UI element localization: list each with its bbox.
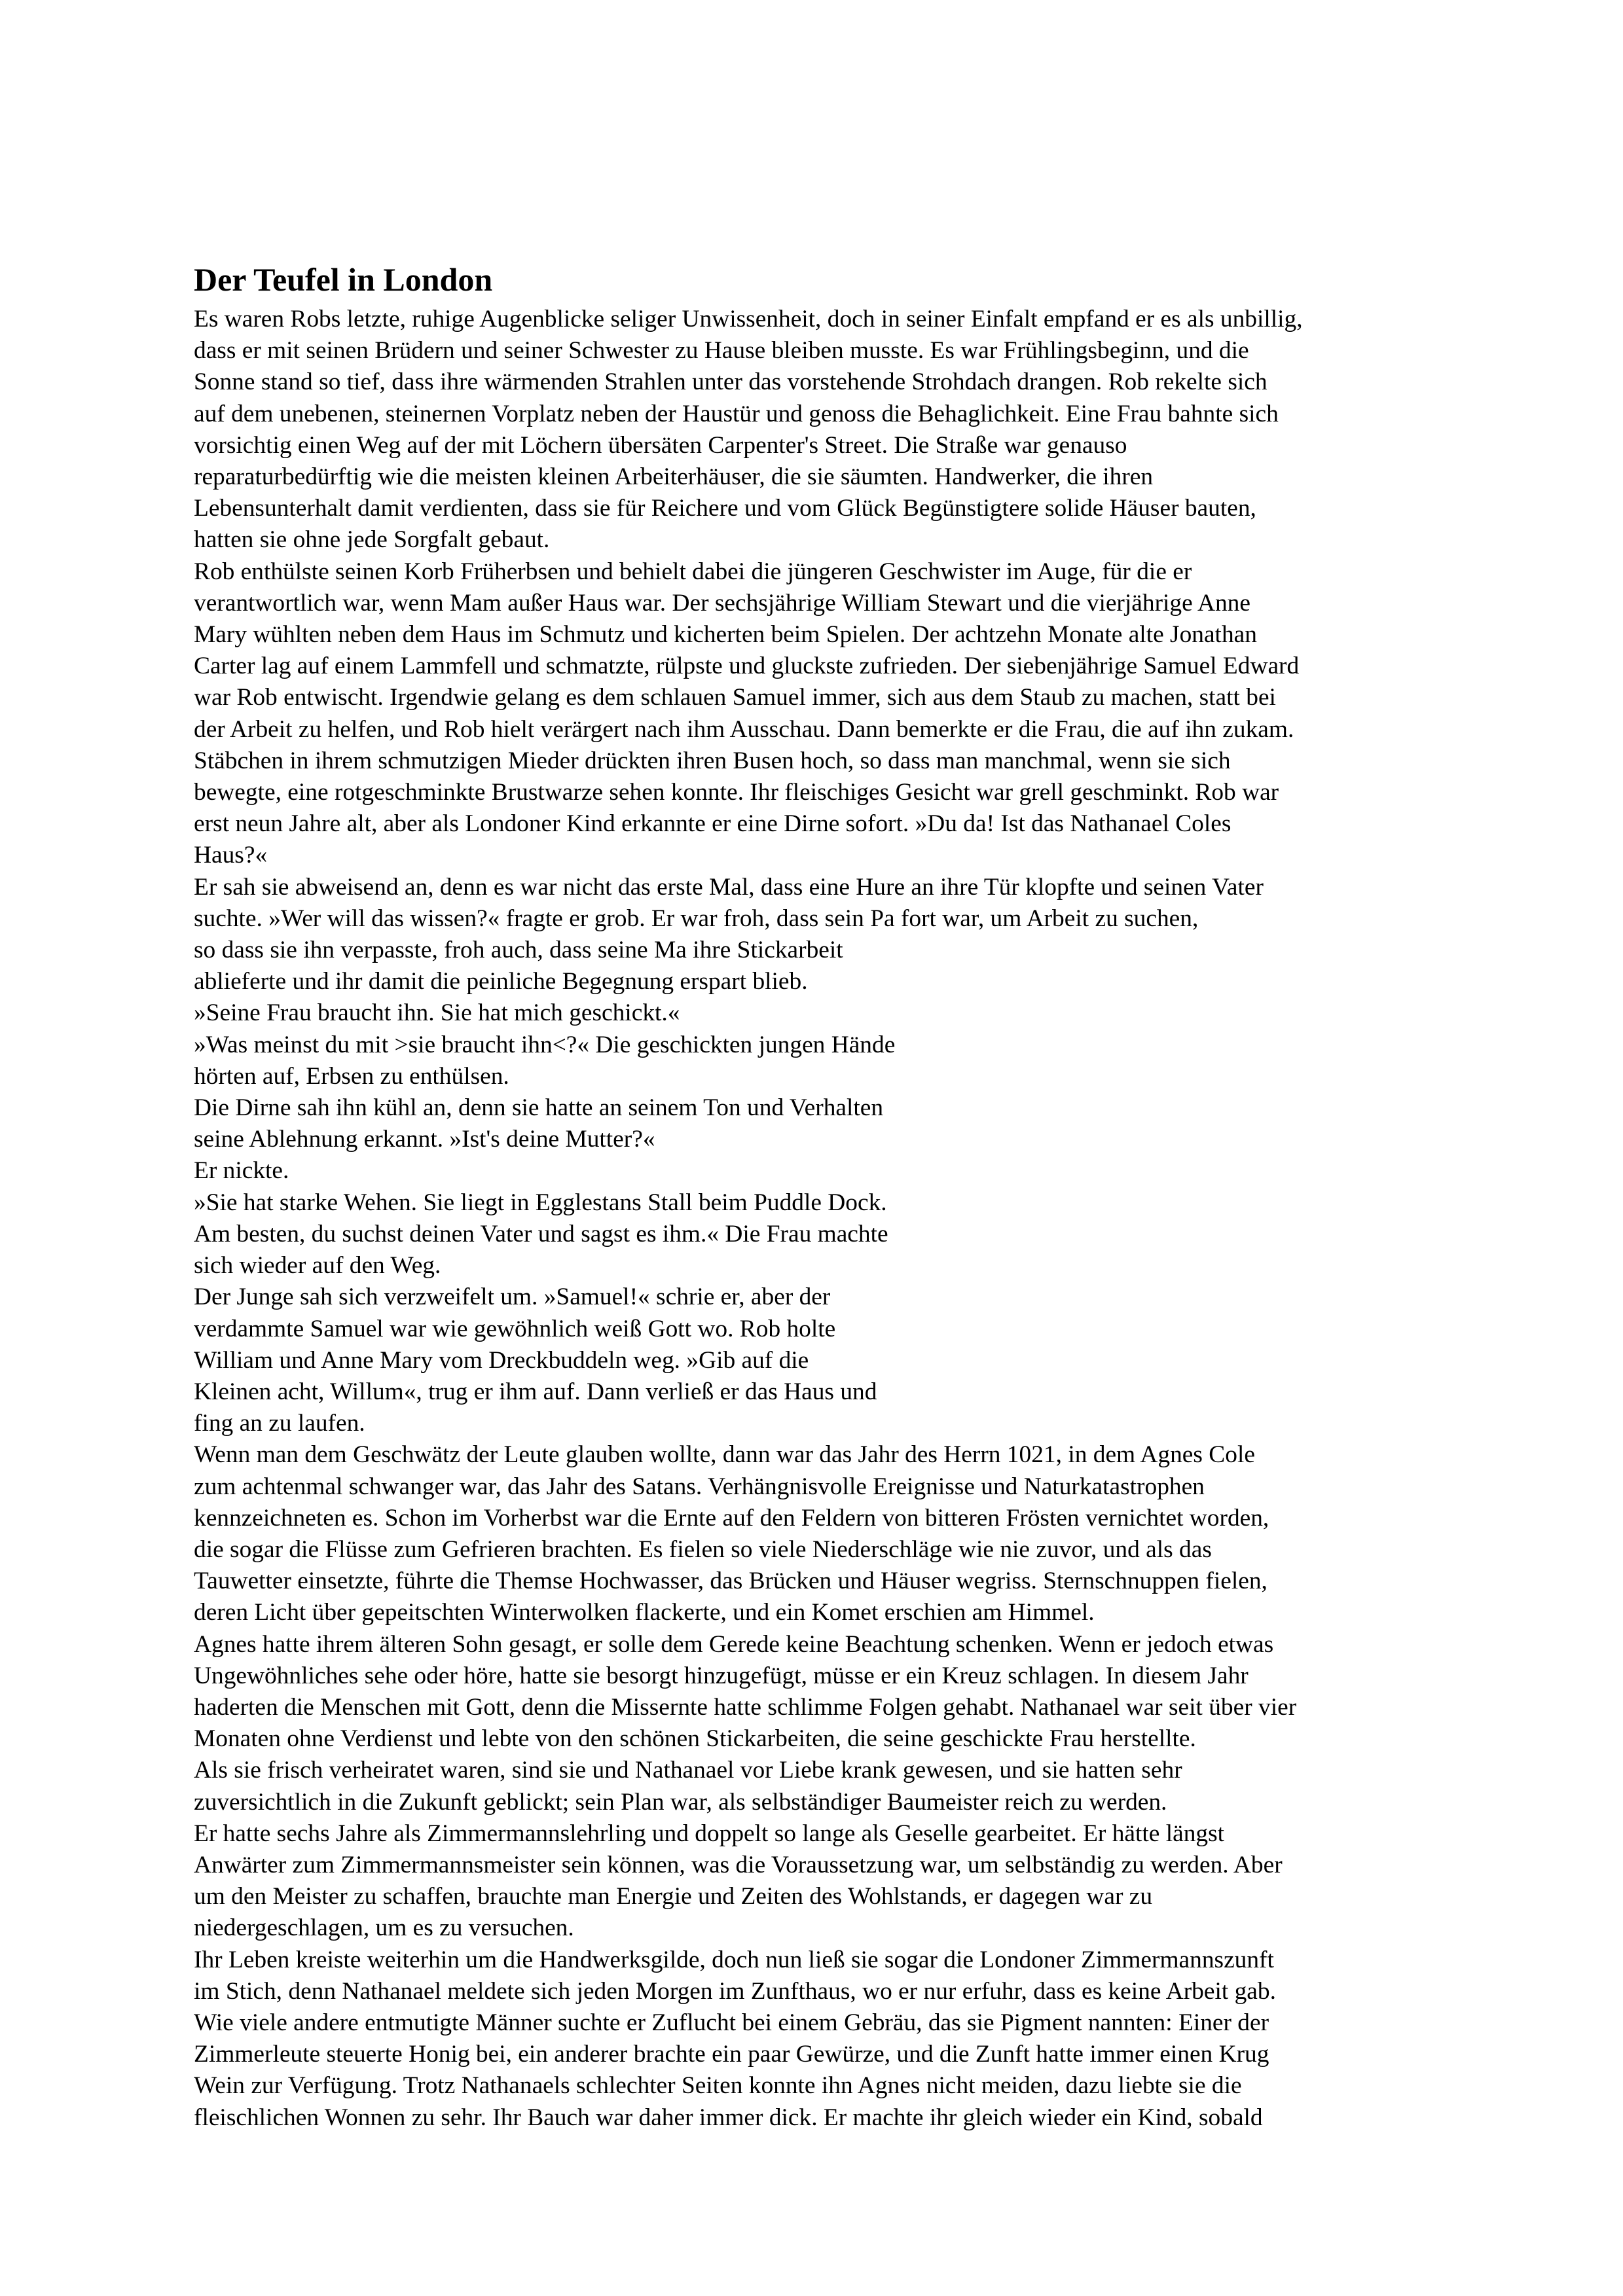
text-line: vorsichtig einen Weg auf der mit Löchern übersäten Carpenter's Street. Die Straße war genauso bbox=[194, 431, 1127, 459]
text-line: Ungewöhnliches sehe oder höre, hatte sie besorgt hinzugefügt, müsse er ein Kreuz schlagen. In diesem Jahr bbox=[194, 1662, 1249, 1689]
text-line: hörten auf, Erbsen zu enthülsen. bbox=[194, 1062, 509, 1090]
text-line: Stäbchen in ihrem schmutzigen Mieder drückten ihren Busen hoch, so dass man manchmal, wenn sie sich bbox=[194, 747, 1231, 774]
text-line: zum achtenmal schwanger war, das Jahr des Satans. Verhängnisvolle Ereignisse und Naturkatastrophen bbox=[194, 1473, 1205, 1500]
paragraph bbox=[194, 1155, 1438, 1187]
paragraph bbox=[194, 1439, 1438, 1628]
text-line: verdammte Samuel war wie gewöhnlich weiß Gott wo. Rob holte bbox=[194, 1315, 836, 1342]
paragraph bbox=[194, 556, 1438, 872]
text-line: Mary wühlten neben dem Haus im Schmutz und kicherten beim Spielen. Der achtzehn Monate alte Jonathan bbox=[194, 621, 1257, 649]
text-line: Sonne stand so tief, dass ihre wärmenden Strahlen unter das vorstehende Strohdach drangen. Rob rekelte sich bbox=[194, 368, 1267, 396]
text-line: war Rob entwischt. Irgendwie gelang es dem schlauen Samuel immer, sich aus dem Staub zu machen, statt bei bbox=[194, 684, 1276, 711]
text-line: Haus?« bbox=[194, 842, 268, 869]
text-line: Zimmerleute steuerte Honig bei, ein anderer brachte ein paar Gewürze, und die Zunft hatte immer einen Krug bbox=[194, 2041, 1269, 2068]
text-line: »Sie hat starke Wehen. Sie liegt in Egglestans Stall beim Puddle Dock. bbox=[194, 1189, 887, 1216]
text-line: die sogar die Flüsse zum Gefrieren brachten. Es fielen so viele Niederschläge wie nie zuvor, und als das bbox=[194, 1535, 1212, 1563]
text-line: erst neun Jahre alt, aber als Londoner Kind erkannte er eine Dirne sofort. »Du da! Ist das Nathanael Coles bbox=[194, 810, 1231, 838]
text-line: Es waren Robs letzte, ruhige Augenblicke seliger Unwissenheit, doch in seiner Einfalt empfand er es als unbillig, bbox=[194, 306, 1303, 332]
text-line: Carter lag auf einem Lammfell und schmatzte, rülpste und gluckste zufrieden. Der siebenjährige Samuel Edward bbox=[194, 653, 1300, 680]
text-line: niedergeschlagen, um es zu versuchen. bbox=[194, 1914, 574, 1942]
text-line: Agnes hatte ihrem älteren Sohn gesagt, er solle dem Gerede keine Beachtung schenken. Wenn er jedoch etwas bbox=[194, 1630, 1274, 1658]
text-line: Kleinen acht, Willum«, trug er ihm auf. Dann verließ er das Haus und bbox=[194, 1378, 877, 1405]
text-line: Die Dirne sah ihn kühl an, denn sie hatte an seinem Ton und Verhalten bbox=[194, 1094, 884, 1122]
text-line: fing an zu laufen. bbox=[194, 1410, 365, 1437]
text-line: haderten die Menschen mit Gott, denn die Missernte hatte schlimme Folgen gehabt. Nathanael war seit über vier bbox=[194, 1693, 1297, 1721]
paragraph bbox=[194, 1187, 1438, 1282]
text-line: Rob enthülste seinen Korb Früherbsen und behielt dabei die jüngeren Geschwister im Auge, für die er bbox=[194, 558, 1192, 585]
paragraph bbox=[194, 304, 1438, 556]
text-line: hatten sie ohne jede Sorgfalt gebaut. bbox=[194, 526, 550, 554]
paragraph bbox=[194, 1818, 1438, 1945]
text-line: seine Ablehnung erkannt. »Ist's deine Mutter?« bbox=[194, 1126, 655, 1153]
text-line: zuversichtlich in die Zukunft geblickt; sein Plan war, als selbständiger Baumeister reich zu werden. bbox=[194, 1788, 1167, 1816]
text-line: Tauwetter einsetzte, führte die Themse Hochwasser, das Brücken und Häuser wegriss. Sternschnuppen fielen, bbox=[194, 1568, 1267, 1595]
paragraph bbox=[194, 1282, 1438, 1439]
document-page bbox=[194, 257, 1438, 2134]
text-line: William und Anne Mary vom Dreckbuddeln weg. »Gib auf die bbox=[194, 1346, 809, 1374]
text-line: Er sah sie abweisend an, denn es war nicht das erste Mal, dass eine Hure an ihre Tür klopfte und seinen Vater bbox=[194, 873, 1264, 901]
text-line: Wie viele andere entmutigte Männer suchte er Zuflucht bei einem Gebräu, das sie Pigment nannten: Einer der bbox=[194, 2009, 1269, 2036]
paragraph bbox=[194, 872, 1438, 998]
paragraph bbox=[194, 997, 1438, 1029]
text-line: reparaturbedürftig wie die meisten kleinen Arbeiterhäuser, die sie säumten. Handwerker, die ihren bbox=[194, 463, 1154, 491]
paragraph bbox=[194, 1629, 1438, 1755]
text-line: Als sie frisch verheiratet waren, sind sie und Nathanael vor Liebe krank gewesen, und sie hatten sehr bbox=[194, 1757, 1182, 1784]
text-line: so dass sie ihn verpasste, froh auch, dass seine Ma ihre Stickarbeit bbox=[194, 937, 843, 964]
document-body bbox=[194, 304, 1438, 2134]
text-line: »Was meinst du mit >sie braucht ihn<?« Die geschickten jungen Hände bbox=[194, 1031, 896, 1058]
text-line: dass er mit seinen Brüdern und seiner Schwester zu Hause bleiben musste. Es war Frühlingsbeginn, und die bbox=[194, 337, 1249, 365]
text-line: suchte. »Wer will das wissen?« fragte er grob. Er war froh, dass sein Pa fort war, um Arbeit zu suchen, bbox=[194, 905, 1199, 932]
text-line: Wein zur Verfügung. Trotz Nathanaels schlechter Seiten konnte ihn Agnes nicht meiden, dazu liebte sie die bbox=[194, 2072, 1242, 2100]
paragraph bbox=[194, 1092, 1438, 1155]
text-line: Monaten ohne Verdienst und lebte von den schönen Stickarbeiten, die seine geschickte Frau herstellte. bbox=[194, 1725, 1196, 1753]
text-line: »Seine Frau braucht ihn. Sie hat mich geschickt.« bbox=[194, 999, 680, 1027]
text-line: Er nickte. bbox=[194, 1157, 289, 1185]
text-line: fleischlichen Wonnen zu sehr. Ihr Bauch war daher immer dick. Er machte ihr gleich wieder ein Kind, sobald bbox=[194, 2104, 1263, 2131]
text-line: im Stich, denn Nathanael meldete sich jeden Morgen im Zunfthaus, wo er nur erfuhr, dass es keine Arbeit gab. bbox=[194, 1977, 1276, 2005]
text-line: Ihr Leben kreiste weiterhin um die Handwerksgilde, doch nun ließ sie sogar die Londoner Zimmermannszunft bbox=[194, 1946, 1274, 1973]
paragraph bbox=[194, 1755, 1438, 1818]
text-line: Wenn man dem Geschwätz der Leute glauben wollte, dann war das Jahr des Herrn 1021, in dem Agnes Cole bbox=[194, 1441, 1255, 1469]
document-title: Der Teufel in London bbox=[194, 261, 493, 298]
text-line: um den Meister zu schaffen, brauchte man Energie und Zeiten des Wohlstands, er dagegen war zu bbox=[194, 1883, 1153, 1910]
text-line: bewegte, eine rotgeschminkte Brustwarze sehen konnte. Ihr fleischiges Gesicht war grell geschminkt. Rob war bbox=[194, 779, 1279, 806]
text-line: deren Licht über gepeitschten Winterwolken flackerte, und ein Komet erschien am Himmel. bbox=[194, 1599, 1095, 1626]
text-line: Anwärter zum Zimmermannsmeister sein können, was die Voraussetzung war, um selbständig zu werden. Aber bbox=[194, 1851, 1283, 1878]
paragraph bbox=[194, 1945, 1438, 2134]
text-line: Lebensunterhalt damit verdienten, dass sie für Reichere und vom Glück Begünstigtere solide Häuser bauten, bbox=[194, 495, 1256, 522]
text-line: Am besten, du suchst deinen Vater und sagst es ihm.« Die Frau machte bbox=[194, 1220, 888, 1247]
text-line: Er hatte sechs Jahre als Zimmermannslehrling und doppelt so lange als Geselle gearbeitet. Er hätte längst bbox=[194, 1820, 1225, 1847]
text-line: sich wieder auf den Weg. bbox=[194, 1252, 441, 1280]
text-line: verantwortlich war, wenn Mam außer Haus war. Der sechsjährige William Stewart und die vierjährige Anne bbox=[194, 589, 1250, 617]
text-line: Der Junge sah sich verzweifelt um. »Samuel!« schrie er, aber der bbox=[194, 1283, 831, 1311]
paragraph bbox=[194, 1030, 1438, 1092]
text-line: kennzeichneten es. Schon im Vorherbst war die Ernte auf den Feldern von bitteren Frösten vernichtet worden, bbox=[194, 1504, 1269, 1532]
text-line: auf dem unebenen, steinernen Vorplatz neben der Haustür und genoss die Behaglichkeit. Eine Frau bahnte sich bbox=[194, 400, 1279, 427]
text-line: ablieferte und ihr damit die peinliche Begegnung erspart blieb. bbox=[194, 968, 808, 996]
text-line: der Arbeit zu helfen, und Rob hielt verärgert nach ihm Ausschau. Dann bemerkte er die Frau, die auf ihn zukam. bbox=[194, 715, 1294, 743]
